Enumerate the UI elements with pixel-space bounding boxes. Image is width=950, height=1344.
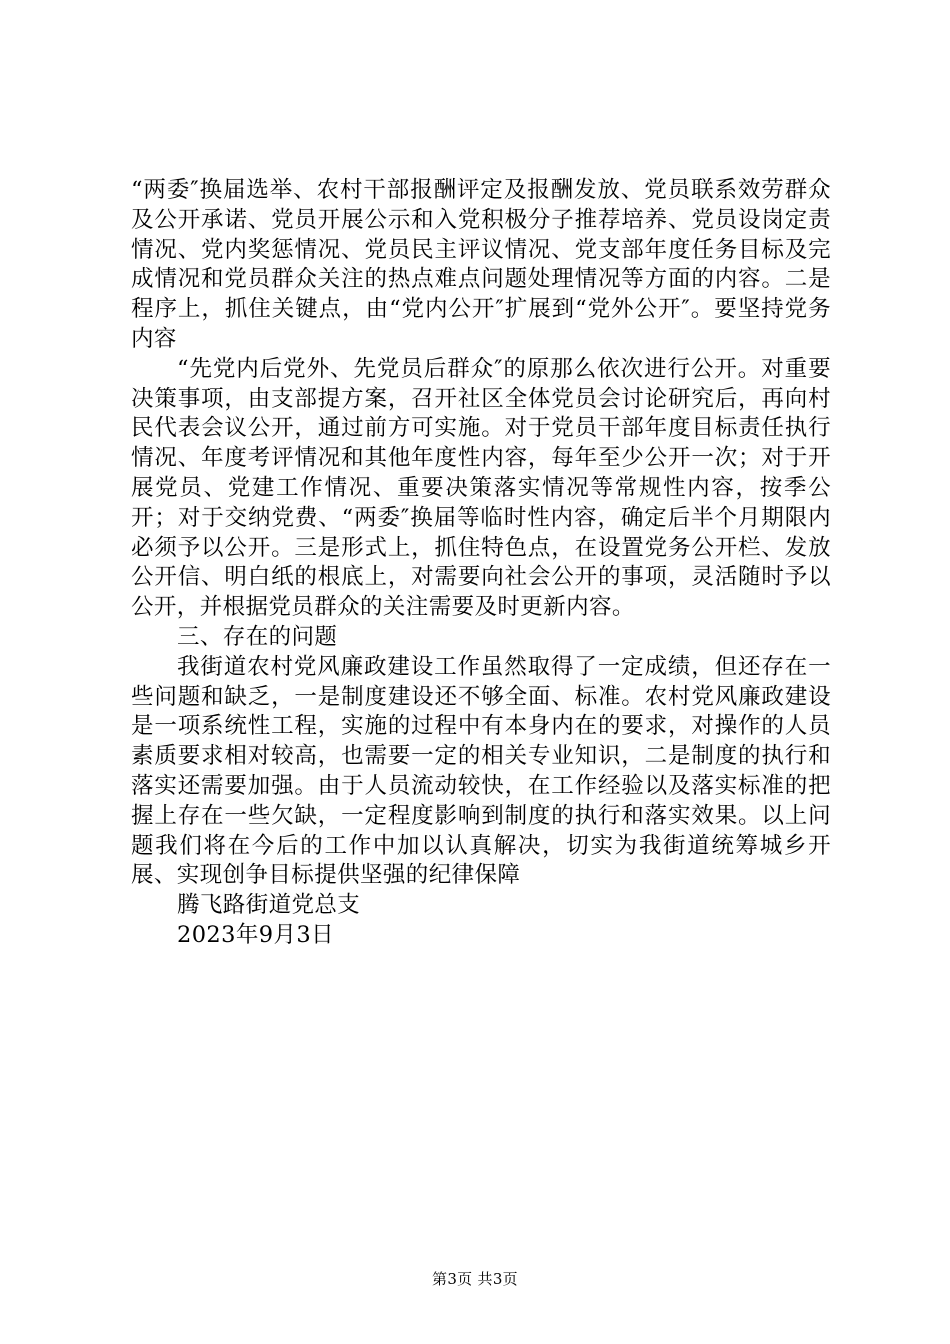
signature-date: 2023年9月3日 [177,921,334,948]
paragraph-disclosure-content: “两委″换届选举、农村干部报酬评定及报酬发放、党员联系效劳群众及公开承诺、党员开展公示和入党积极分子推荐培养、党员设岗定责情况、党内奖惩情况、党员民主评议情况、党支部年度任务目标及完成情况和党员群众关注的热点难点问题处理情况等方面的内容。二是程序上，抓住关键点，由“党内公开″扩展到“党外公开″。要坚持党务内容 [131,177,831,352]
document-body [131,176,831,951]
page-number-footer: 第3页 共3页 [432,1270,518,1288]
section-heading-problems: 三、存在的问题 [177,623,338,650]
paragraph-disclosure-procedure: “先党内后党外、先党员后群众″的原那么依次进行公开。对重要决策事项，由支部提方案，召开社区全体党员会讨论研究后，再向村民代表会议公开，通过前方可实施。对于党员干部年度目标责任执行情况、年度考评情况和其他年度性内容，每年至少公开一次；对于开展党员、党建工作情况、重要决策落实情况等常规性内容，按季公开；对于交纳党费、“两委″换届等临时性内容，确定后半个月期限内必须予以公开。三是形式上，抓住特色点，在设置党务公开栏、发放公开信、明白纸的根底上，对需要向社会公开的事项，灵活随时予以公开，并根据党员群众的关注需要及时更新内容。 [131,355,831,621]
signature-organization: 腾飞路街道党总支 [177,892,361,919]
paragraph-problems: 我街道农村党风廉政建设工作虽然取得了一定成绩，但还存在一些问题和缺乏，一是制度建设还不够全面、标准。农村党风廉政建设是一项系统性工程，实施的过程中有本身内在的要求，对操作的人员素质要求相对较高，也需要一定的相关专业知识，二是制度的执行和落实还需要加强。由于人员流动较快，在工作经验以及落实标准的把握上存在一些欠缺，一定程度影响到制度的执行和落实效果。以上问题我们将在今后的工作中加以认真解决，切实为我街道统筹城乡开展、实现创争目标提供坚强的纪律保障 [131,653,831,889]
